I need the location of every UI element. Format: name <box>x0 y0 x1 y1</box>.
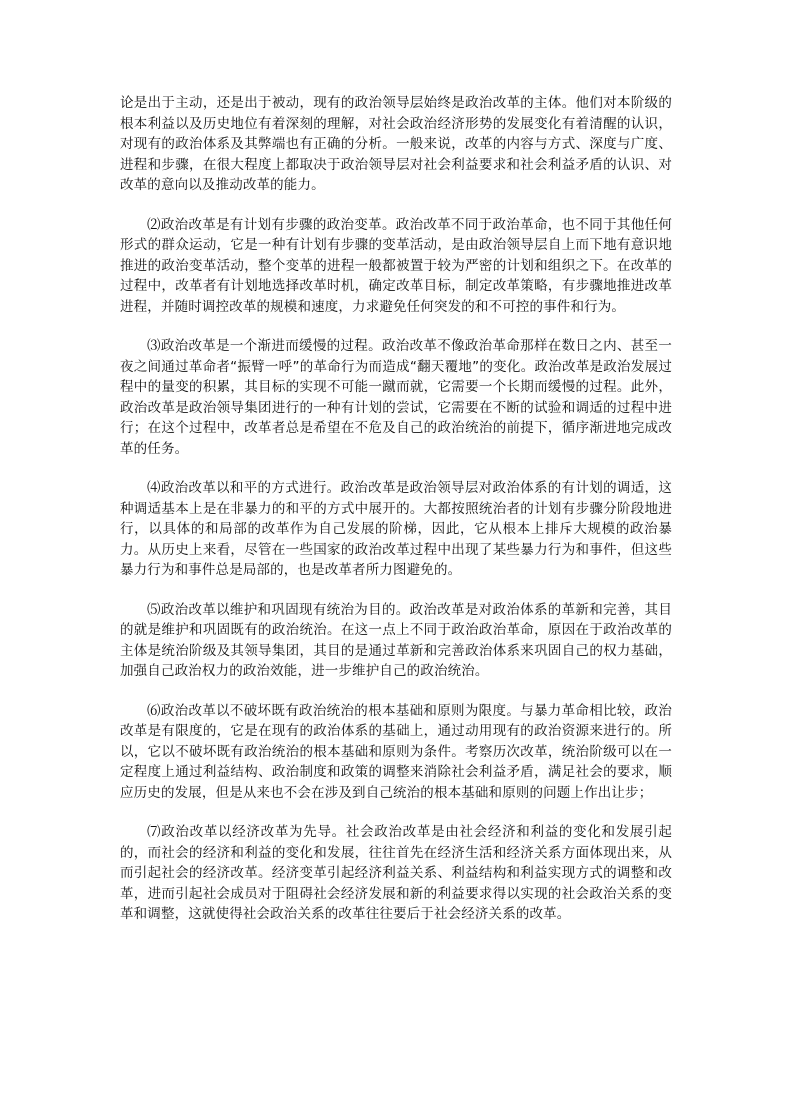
paragraph-intro: 论是出于主动，还是出于被动，现有的政治领导层始终是政治改革的主体。他们对本阶级的根本利益以及历史地位有着深刻的理解，对社会政治经济形势的发展变化有着清醒的认识，对现有的政治体系及其弊端也有正确的分析。一般来说，改革的内容与方式、深度与广度、进程和步骤，在很大程度上都取决于政治领导层对社会利益要求和社会利益矛盾的认识、对改革的意向以及推动改革的能力。 <box>120 95 672 193</box>
paragraph-point-3: ⑶政治改革是一个渐进而缓慢的过程。政治改革不像政治革命那样在数日之内、甚至一夜之间通过革命者“振臂一呼”的革命行为而造成“翻天覆地”的变化。政治改革是政治发展过程中的量变的积累，其目标的实现不可能一蹴而就，它需要一个长期而缓慢的过程。此外，政治改革是政治领导集团进行的一种有计划的尝试，它需要在不断的试验和调适的过程中进行；在这个过程中，改革者总是希望在不危及自己的政治统治的前提下，循序渐进地完成改革的任务。 <box>120 338 672 457</box>
paragraph-point-7: ⑺政治改革以经济改革为先导。社会政治改革是由社会经济和利益的变化和发展引起的，而社会的经济和利益的变化和发展，往往首先在经济生活和经济关系方面体现出来，从而引起社会的经济改革。经济变革引起经济利益关系、利益结构和利益实现方式的调整和改革，进而引起社会成员对于阻碍社会经济发展和新的利益要求得以实现的社会政治关系的变革和调整，这就使得社会政治关系的改革往往要后于社会经济关系的改革。 <box>120 824 672 922</box>
paragraph-point-6: ⑹政治改革以不破坏既有政治统治的根本基础和原则为限度。与暴力革命相比较，政治改革是有限度的，它是在现有的政治体系的基础上，通过动用现有的政治资源来进行的。所以，它以不破坏既有政治统治的根本基础和原则为条件。考察历次改革，统治阶级可以在一定程度上通过利益结构、政治制度和政策的调整来消除社会利益矛盾，满足社会的要求，顺应历史的发展，但是从来也不会在涉及到自己统治的根本基础和原则的问题上作出让步； <box>120 702 672 801</box>
paragraph-point-4: ⑷政治改革以和平的方式进行。政治改革是政治领导层对政治体系的有计划的调适，这种调适基本上是在非暴力的和平的方式中展开的。大都按照统治者的计划有步骤分阶段地进行，以具体的和局部的改革作为自己发展的阶梯，因此，它从根本上排斥大规模的政治暴力。从历史上来看，尽管在一些国家的政治改革过程中出现了某些暴力行为和事件，但这些暴力行为和事件总是局部的，也是改革者所力图避免的。 <box>120 480 672 578</box>
paragraph-point-2: ⑵政治改革是有计划有步骤的政治变革。政治改革不同于政治革命，也不同于其他任何形式的群众运动，它是一种有计划有步骤的变革活动，是由政治领导层自上而下地有意识地推进的政治变革活动，整个变革的进程一般都被置于较为严密的计划和组织之下。在改革的过程中，改革者有计划地选择改革时机，确定改革目标，制定改革策略，有步骤地推进改革进程，并随时调控改革的规模和速度，力求避免任何突发的和不可控的事件和行为。 <box>120 216 672 315</box>
paragraph-point-5: ⑸政治改革以维护和巩固现有统治为目的。政治改革是对政治体系的革新和完善，其目的就是维护和巩固既有的政治统治。在这一点上不同于政治政治革命，原因在于政治改革的主体是统治阶级及其领导集团，其目的是通过革新和完善政治体系来巩固自己的权力基础，加强自己政治权力的政治效能，进一步维护自己的政治统治。 <box>120 601 672 679</box>
document-body <box>120 93 672 944</box>
